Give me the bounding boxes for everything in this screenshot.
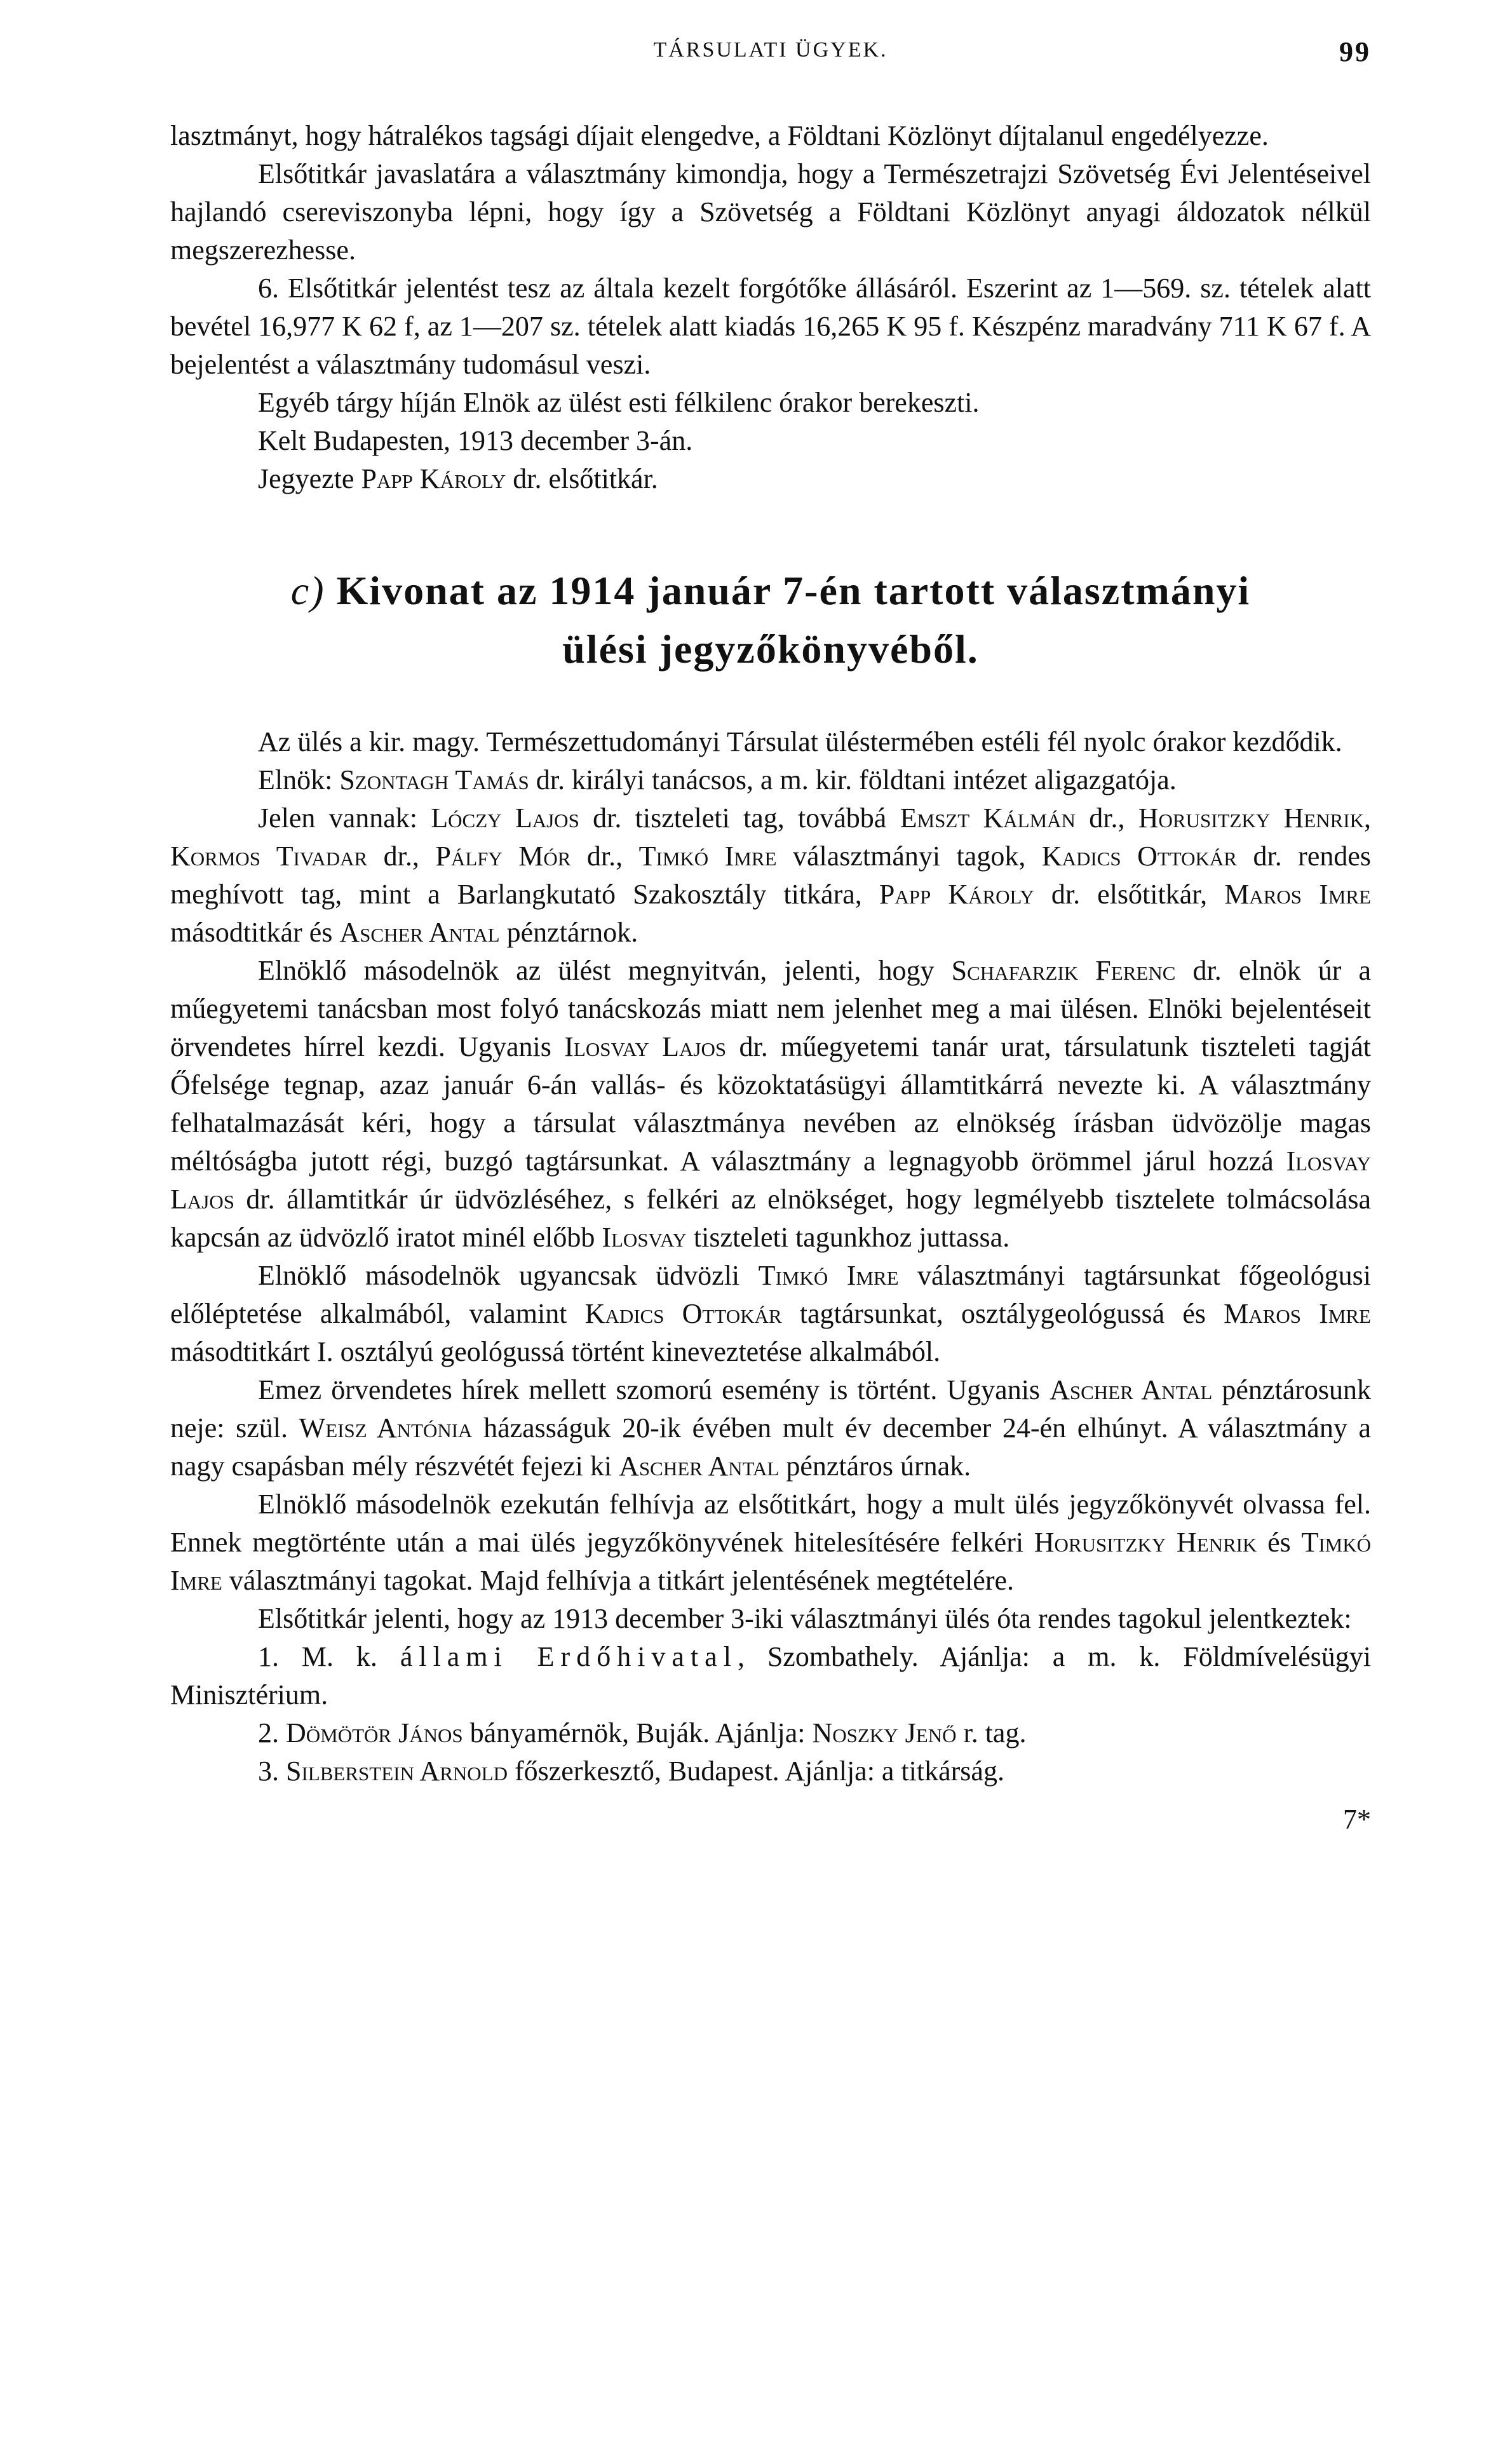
text-run: 2. (258, 1717, 286, 1748)
person-name: Schafarzik Ferenc (951, 955, 1176, 986)
paragraph-minutes (170, 1485, 1371, 1600)
text-run: főszerkesztő, Budapest. Ajánlja: a titkárság. (507, 1755, 1004, 1787)
person-name: Timkó Imre (758, 1260, 899, 1291)
person-name: Silberstein Arnold (286, 1755, 508, 1787)
text-run: dr. elsőtitkár, (1034, 879, 1225, 910)
text-run: Emez örvendetes hírek mellett szomorú esemény is történt. Ugyanis (258, 1374, 1050, 1405)
text-run: dr. tiszteleti tag, továbbá (579, 802, 900, 834)
text-run: 3. (258, 1755, 286, 1787)
person-name: Maros Imre (1224, 1298, 1371, 1329)
text-run: választmányi tagok, (776, 841, 1042, 872)
text-run: tiszteleti tagunkhoz juttassa. (686, 1222, 1010, 1253)
text-run: tagtársunkat, osztálygeológussá és (781, 1298, 1224, 1329)
running-header (170, 38, 1371, 76)
text-run: másodtitkárt I. osztályú geológussá történt kineveztetése alkalmából. (170, 1336, 941, 1367)
text-run: dr. királyi tanácsos, a m. kir. földtani intézet aligazgatója. (529, 764, 1177, 795)
paragraph-opening: Az ülés a kir. magy. Természettudományi Társulat üléstermében estéli fél nyolc órakor kezdődik. (258, 726, 1342, 757)
section-letter: c) (290, 568, 325, 613)
text-run: Elnök: (258, 764, 340, 795)
person-name: Timkó Imre (638, 841, 777, 872)
signature-mark: 7* (1343, 1804, 1371, 1835)
person-name: Horusitzky Henrik (1138, 802, 1364, 834)
person-name: Szontagh Tamás (339, 764, 529, 795)
person-name: Lóczy Lajos (431, 802, 579, 834)
person-name: Maros Imre (1224, 879, 1371, 910)
text-run: dr. rendes meghívott tag, mint a Barlangkutató Szakosztály titkára, (170, 841, 1372, 910)
person-name: Kadics Ottokár (1041, 841, 1237, 872)
person-name: Kadics Ottokár (584, 1298, 782, 1329)
list-item (170, 1638, 1371, 1714)
text-run: házasságuk 20-ik évében mult év december 24-én elhúnyt. A választmány a nagy csapásban mély részvétét fejezi ki (170, 1412, 1371, 1482)
text-run: Elnöklő másodelnök az ülést megnyitván, jelenti, hogy (258, 955, 952, 986)
text-run: Jegyezte (258, 463, 361, 494)
paragraph-date: Kelt Budapesten, 1913 december 3-án. (258, 425, 693, 456)
person-name: Ilosvay Lajos (564, 1031, 727, 1062)
section-title-line-1: Kivonat az 1914 január 7-én tartott választmányi (336, 568, 1251, 613)
section-title-line-2: ülési jegyzőkönyvéből. (562, 626, 979, 672)
text-run: és (1257, 1527, 1302, 1558)
text-run: Elnöklő másodelnök ezekután felhívja az elsőtitkárt, hogy a mult ülés jegyzőkönyvét olvassa fel. Ennek megtörténte után a mai ülés jegyzőkönyvének hitelesítésére felkéri (170, 1489, 1371, 1558)
page-number: 99 (1339, 36, 1371, 67)
text-run: , Szombathely. Ajánlja: a m. k. Földmívelésügyi Minisztérium. (170, 1641, 1372, 1710)
person-name: Ascher Antal (339, 917, 500, 948)
paragraph-continued: lasztmányt, hogy hátralékos tagsági díjait elengedve, a Földtani Közlönyt díjtalanul engedélyezze. (170, 120, 1269, 151)
paragraph-forgotoke: 6. Elsőtitkár jelentést tesz az általa kezelt forgótőke állásáról. Eszerint az 1—569. sz. tételek alatt bevétel 16,977 K 62 f, az 1—207 sz. tételek alatt kiadás 16,265 K 95 f. Készpénz maradvány 711 K 67 f. A bejelentést a választmány tudomásul veszi. (170, 273, 1371, 380)
person-name: Kormos Tivadar (170, 841, 368, 872)
person-name: Timkó Imre (170, 1527, 1371, 1596)
text-run: Elnöklő másodelnök ugyancsak üdvözli (258, 1260, 759, 1291)
text-run: dr. államtitkár úr üdvözléséhez, s felkéri az elnökséget, hogy legmélyebb tisztelete tolmácsolása kapcsán az üdvözlő iratot minél előbb (170, 1184, 1371, 1253)
paragraph-chair (170, 761, 1371, 799)
page (170, 36, 1372, 1835)
paragraph-promotions (170, 1257, 1371, 1371)
person-name: Horusitzky Henrik (1034, 1527, 1257, 1558)
text-run: , (1364, 802, 1371, 834)
paragraph-recorded-by (170, 460, 1371, 498)
person-name: Noszky Jenő (812, 1717, 957, 1748)
paragraph-condolence (170, 1371, 1371, 1485)
paragraph-announcements (170, 952, 1371, 1257)
text-run: 1. M. k. (258, 1641, 400, 1672)
text-run: dr. műegyetemi tanár urat, társulatunk tiszteleti tagját Őfelsége tegnap, azaz január 6-án vallás- és közoktatásügyi államtitkárrá nevezte ki. A választmány felhatalmazását kéri, hogy a társulat választmánya nevében az elnökség írásban üdvözölje magas méltóságba jutott régi, buzgó tagtársunkat. A választmány a legnagyobb örömmel járul hozzá (170, 1031, 1371, 1177)
person-name: Ascher Antal (1050, 1374, 1213, 1405)
text-run: választmányi tagtársunkat főgeológusi előléptetése alkalmából, valamint (170, 1260, 1371, 1329)
list-item (170, 1714, 1371, 1752)
text-run: r. tag. (956, 1717, 1027, 1748)
text-run: dr. elnök úr a műegyetemi tanácsban most folyó tanácskozás miatt nem jelenhet meg a mai ülésen. Elnöki bejelentéseit örvendetes hírrel kezdi. Ugyanis (170, 955, 1372, 1062)
person-name: Ilosvay Lajos (170, 1146, 1371, 1215)
text-run: bányamérnök, Buják. Ajánlja: (462, 1717, 813, 1748)
person-name: Weisz Antónia (299, 1412, 473, 1444)
person-name: Dömötör János (286, 1717, 463, 1748)
text-run: másodtitkár és (170, 917, 340, 948)
text-run: Jelen vannak: (258, 802, 431, 834)
list-item (170, 1752, 1371, 1790)
text-run: pénztárnok. (499, 917, 638, 948)
person-name: Ascher Antal (619, 1450, 780, 1482)
text-run: pénztáros úrnak. (779, 1450, 971, 1482)
institution-name: állami Erdőhivatal (400, 1641, 738, 1672)
text-run: dr., (570, 841, 639, 872)
person-name: Emszt Kálmán (900, 802, 1076, 834)
person-name: Ilosvay (602, 1222, 687, 1253)
person-name: Papp Károly (879, 879, 1034, 910)
person-name: Pálfy Mór (435, 841, 571, 872)
person-name: Papp Károly (361, 463, 506, 494)
section-heading (170, 562, 1371, 679)
paragraph-szovetseg: Elsőtitkár javaslatára a választmány kimondja, hogy a Természetrajzi Szövetség Évi Jelentéseivel hajlandó csereviszonyba lépni, hogy így a Szövetség a Földtani Közlönyt anyagi áldozatok nélkül megszerezhesse. (170, 158, 1371, 266)
text-run: dr., (1075, 802, 1138, 834)
text-run: pénztárosunk neje: szül. (170, 1374, 1371, 1444)
running-title: TÁRSULATI ÜGYEK. (653, 38, 888, 62)
text-run: választmányi tagokat. Majd felhívja a titkárt jelentésének megtételére. (222, 1565, 1015, 1596)
paragraph-closing: Egyéb tárgy híján Elnök az ülést esti félkilenc órakor berekeszti. (258, 387, 980, 418)
text-run: dr. elsőtitkár. (506, 463, 658, 494)
text-run: dr., (367, 841, 436, 872)
paragraph-attendees (170, 799, 1371, 952)
paragraph-new-members: Elsőtitkár jelenti, hogy az 1913 december 3-iki választmányi ülés óta rendes tagokul jelentkeztek: (258, 1603, 1352, 1634)
